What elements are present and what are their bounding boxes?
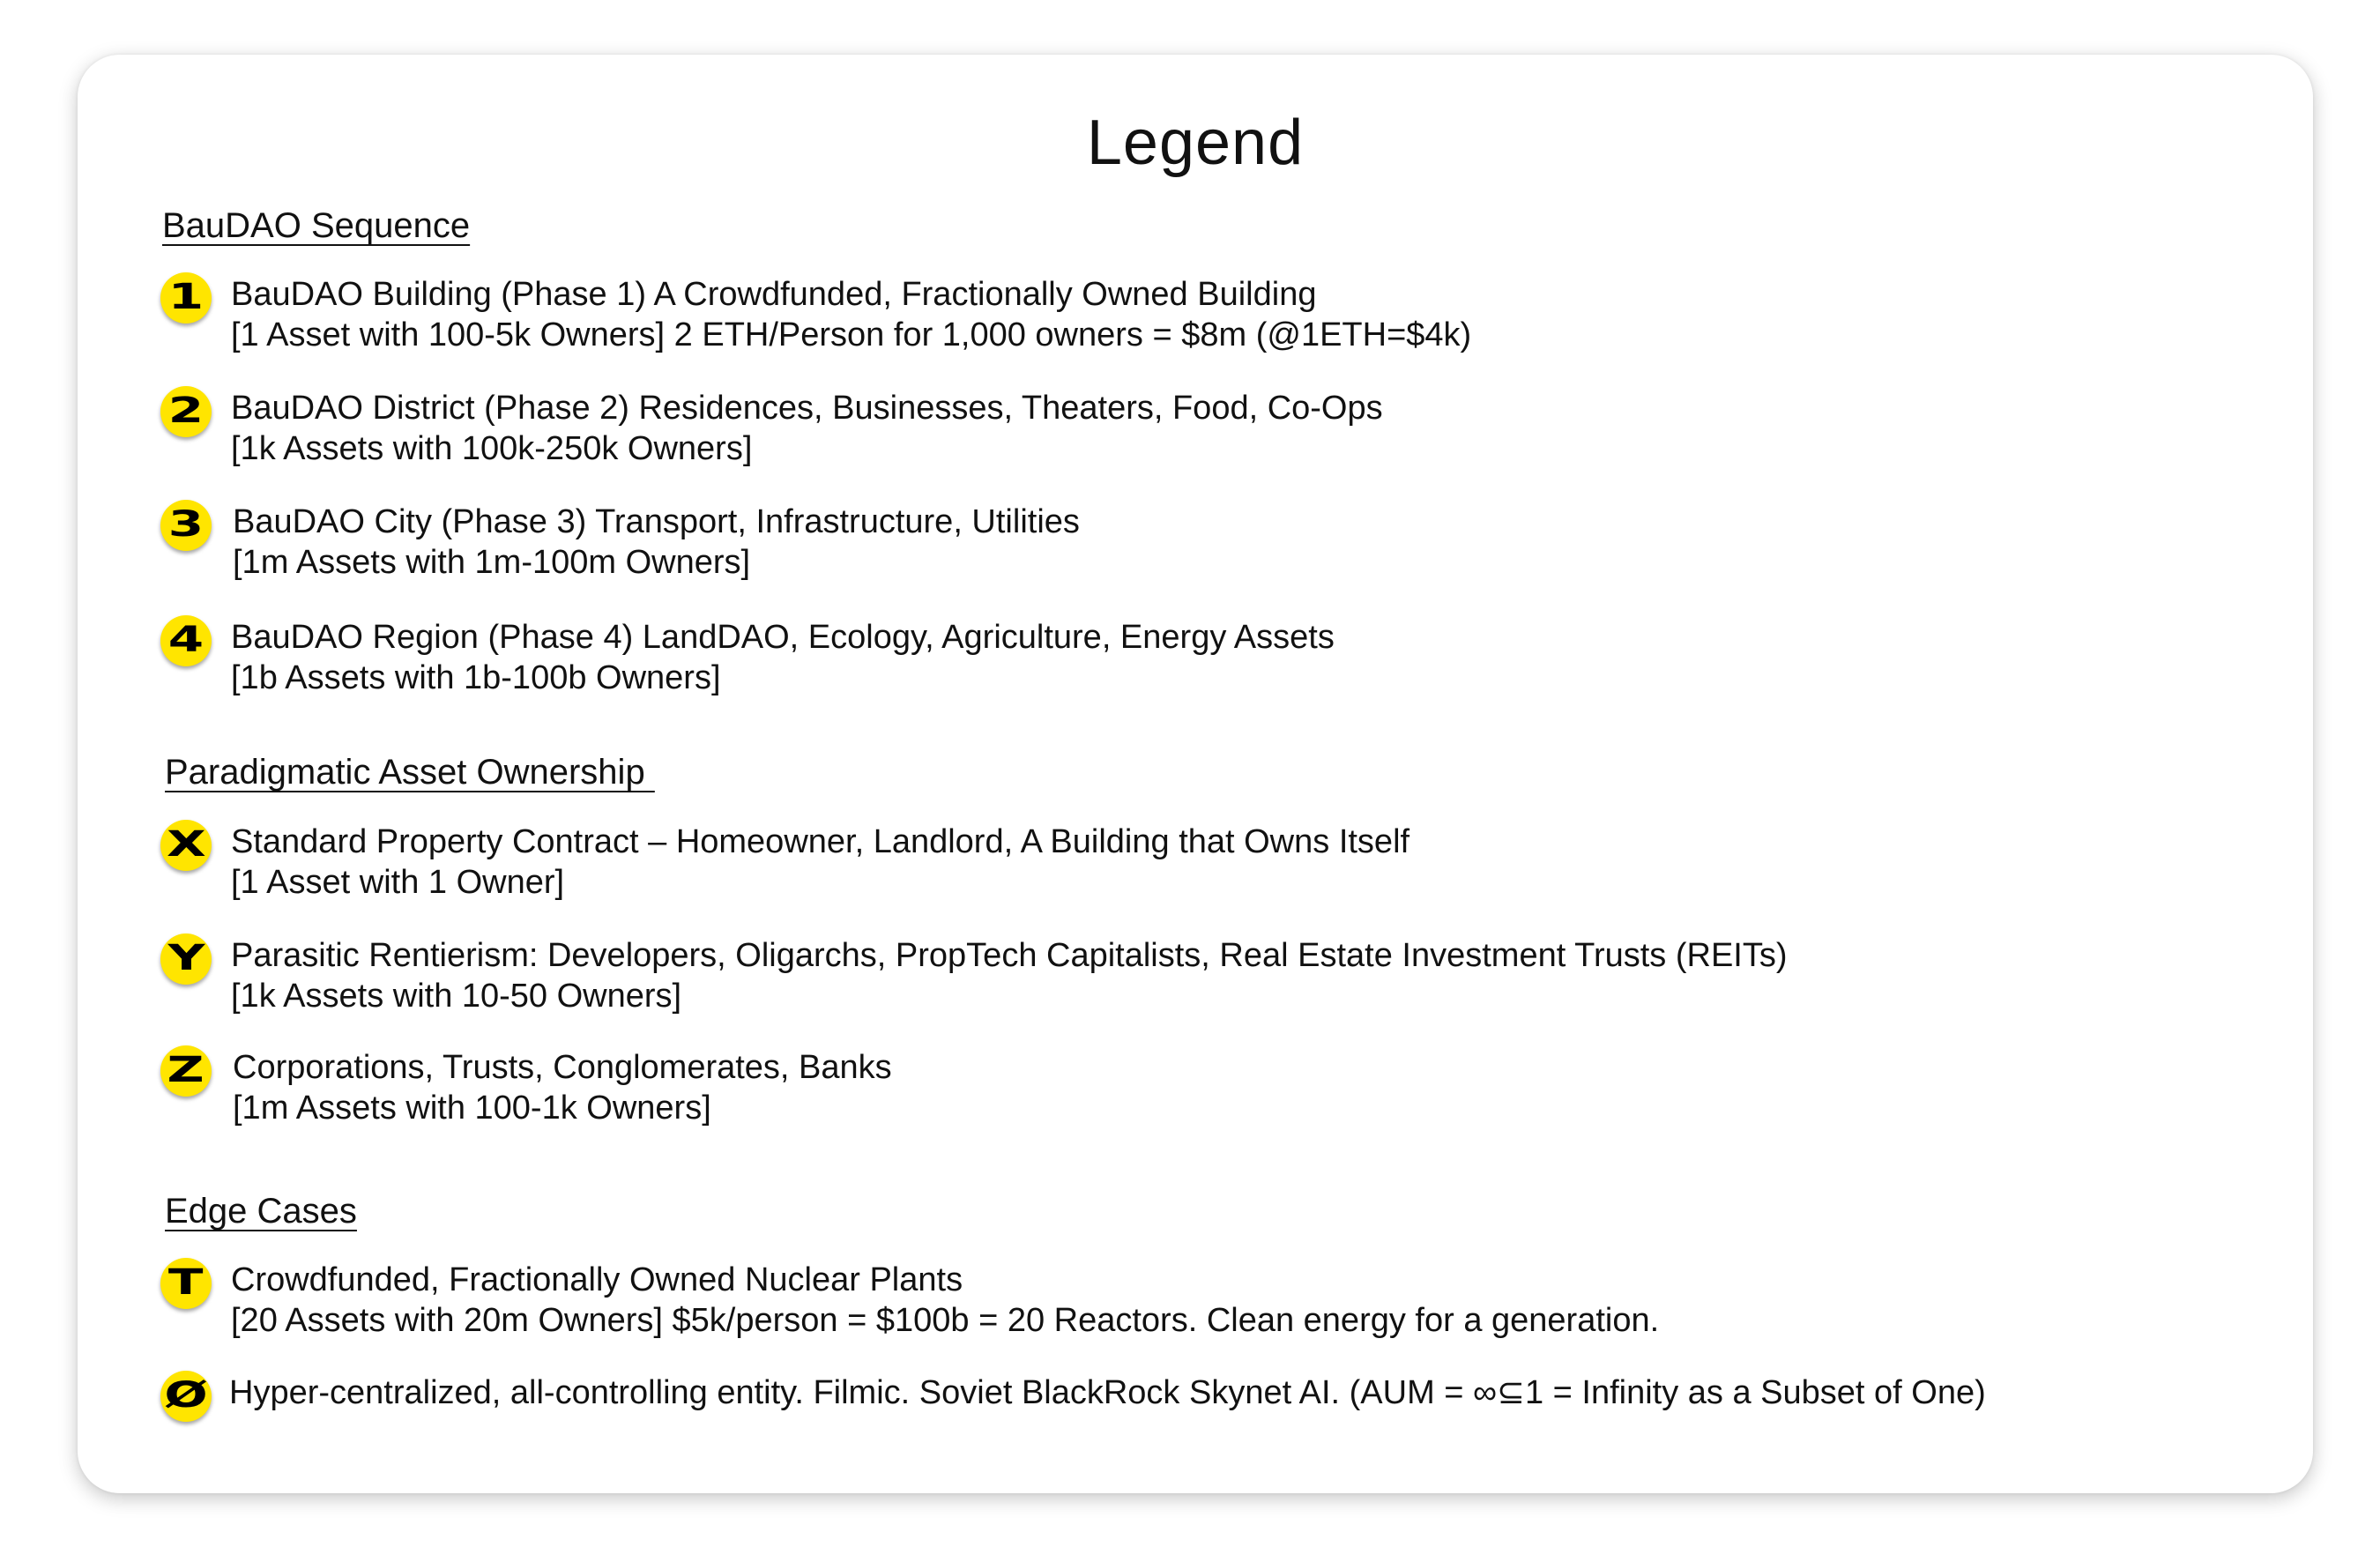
legend-item-detail: [1k Assets with 100k-250k Owners] (231, 430, 753, 467)
legend-item-text: Crowdfunded, Fractionally Owned Nuclear Plants (231, 1261, 963, 1298)
number-2-icon: 2 (160, 386, 212, 437)
legend-item-text: Standard Property Contract – Homeowner, Landlord, A Building that Owns Itself (231, 823, 1410, 860)
number-3-icon: 3 (160, 500, 212, 551)
letter-x-icon: X (160, 820, 212, 871)
legend-item-z (160, 1045, 2188, 1125)
section-heading-edge-cases: Edge Cases (165, 1192, 357, 1231)
legend-item-phase-3 (160, 500, 2188, 579)
legend-item-text: Corporations, Trusts, Conglomerates, Banks (233, 1049, 892, 1086)
legend-item-detail: [20 Assets with 20m Owners] $5k/person = $100b = 20 Reactors. Clean energy for a generation. (231, 1302, 1660, 1339)
legend-item-detail: [1m Assets with 100-1k Owners] (233, 1090, 711, 1127)
legend-card (78, 55, 2313, 1493)
number-4-icon: 4 (160, 615, 212, 666)
legend-item-text: BauDAO Building (Phase 1) A Crowdfunded, Fractionally Owned Building (231, 276, 1317, 313)
legend-item-y (160, 933, 2188, 1013)
legend-item-detail: [1 Asset with 1 Owner] (231, 864, 565, 901)
legend-item-text: Hyper-centralized, all-controlling entity. Filmic. Soviet BlackRock Skynet AI. (AUM = ∞⊆1 = Infinity as a Subset of One) (229, 1374, 1986, 1411)
legend-item-t (160, 1258, 2188, 1337)
legend-item-detail: [1k Assets with 10-50 Owners] (231, 978, 682, 1015)
empty-set-icon: Ø (160, 1371, 212, 1422)
legend-item-detail: [1 Asset with 100-5k Owners] 2 ETH/Person for 1,000 owners = $8m (@1ETH=$4k) (231, 316, 1472, 353)
legend-item-phase-1 (160, 272, 2188, 352)
legend-item-detail: [1m Assets with 1m-100m Owners] (233, 544, 751, 581)
letter-z-icon: Z (160, 1045, 212, 1097)
legend-item-phase-4 (160, 615, 2188, 695)
legend-item-detail: [1b Assets with 1b-100b Owners] (231, 659, 721, 696)
letter-t-icon: T (160, 1258, 212, 1309)
section-heading-paradigmatic-asset-ownership: Paradigmatic Asset Ownership (165, 753, 655, 792)
legend-item-text: Parasitic Rentierism: Developers, Oligarchs, PropTech Capitalists, Real Estate Investment Trusts (REITs) (231, 937, 1788, 974)
letter-y-icon: Y (160, 933, 212, 985)
legend-item-empty-set (160, 1371, 2258, 1450)
legend-item-text: BauDAO City (Phase 3) Transport, Infrastructure, Utilities (233, 503, 1080, 540)
legend-item-phase-2 (160, 386, 2188, 465)
section-heading-baudao-sequence: BauDAO Sequence (162, 206, 471, 245)
number-1-icon: 1 (160, 272, 212, 324)
legend-item-x (160, 820, 2188, 899)
legend-item-text: BauDAO Region (Phase 4) LandDAO, Ecology, Agriculture, Energy Assets (231, 619, 1335, 656)
legend-item-text: BauDAO District (Phase 2) Residences, Businesses, Theaters, Food, Co-Ops (231, 390, 1383, 427)
legend-title: Legend (1086, 108, 1305, 178)
